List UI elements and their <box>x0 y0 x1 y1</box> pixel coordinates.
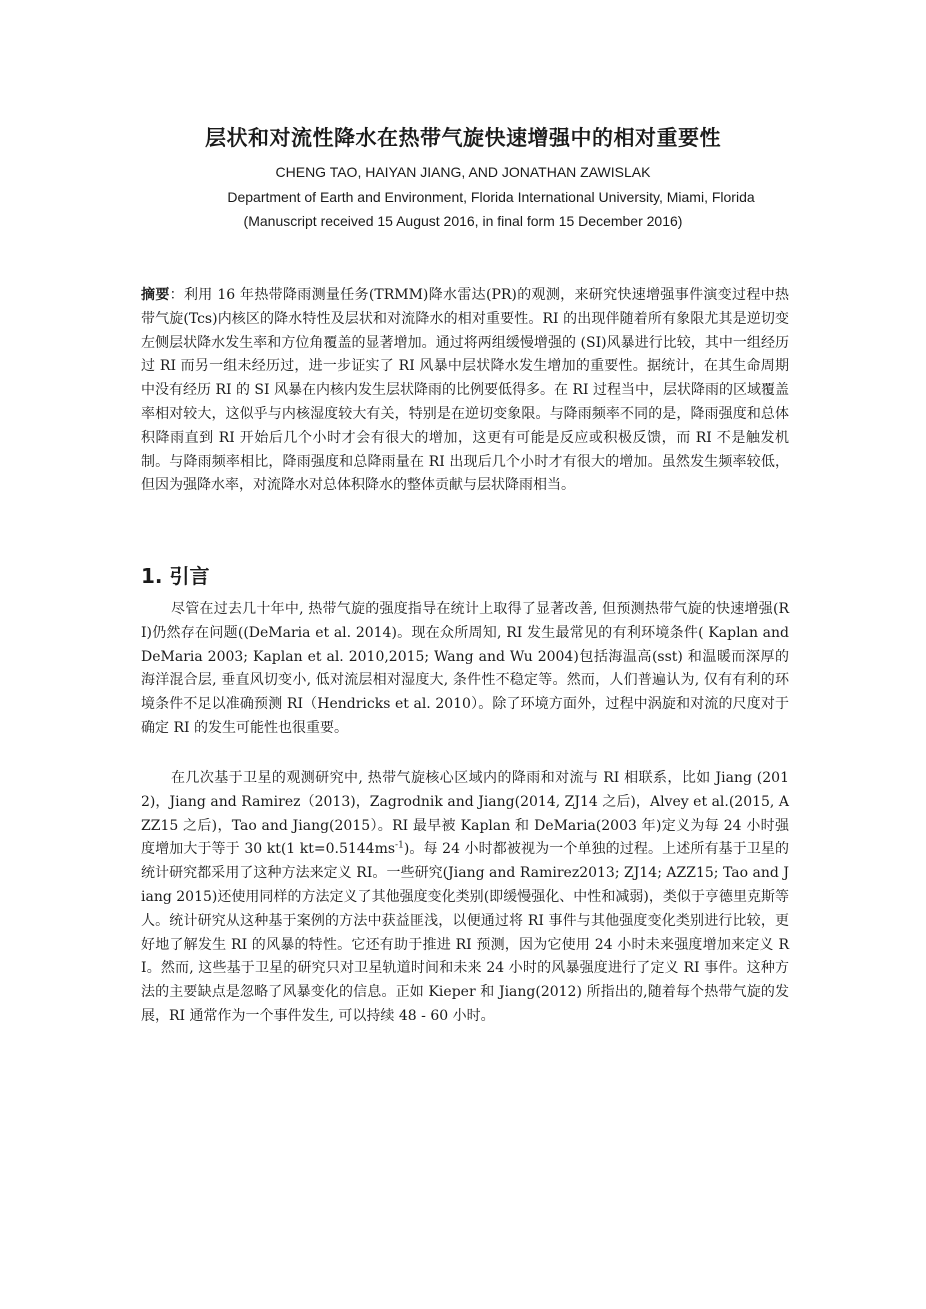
abstract-colon: ： <box>169 287 184 303</box>
paper-title: 层状和对流性降水在热带气旋快速增强中的相对重要性 <box>205 126 721 150</box>
intro-paragraph-2 <box>141 767 789 1029</box>
author-list: CHENG TAO, HAIYAN JIANG, AND JONATHAN ZAWISLAK <box>275 164 651 180</box>
section-heading-introduction: 1. 引言 <box>141 564 210 588</box>
abstract <box>141 284 789 498</box>
intro-paragraph-1: 尽管在过去几十年中, 热带气旋的强度指导在统计上取得了显著改善, 但预测热带气旋的快速增强(RI)仍然存在问题((DeMaria et al. 2014)。现在众所周知, RI 发生最常见的有利环境条件( Kaplan and DeMaria 2003; Kaplan et al. 2010,2015; Wang and Wu 2004)包括海温高(sst) 和温暖而深厚的海洋混合层, 垂直风切变小, 低对流层相对湿度大, 条件性不稳定等。然而，人们普遍认为, 仅有有利的环境条件不足以准确预测 RI（Hendricks et al. 2010）。除了环境方面外，过程中涡旋和对流的尺度对于确定 RI 的发生可能性也很重要。 <box>141 601 789 736</box>
unit-exponent: -1 <box>395 840 404 851</box>
manuscript-dates: (Manuscript received 15 August 2016, in final form 15 December 2016) <box>243 213 683 229</box>
intro-paragraph-2-part-2: )。每 24 小时都被视为一个单独的过程。上述所有基于卫星的统计研究都采用了这种方法来定义 RI。一些研究(Jiang and Ramirez2013; ZJ14; AZZ15; Tao and Jiang 2015)还使用同样的方法定义了其他强度变化类别(即缓慢强化、中性和减弱)，类似于亨德里克斯等人。统计研究从这种基于案例的方法中获益匪浅，以便通过将 RI 事件与其他强度变化类别进行比较，更好地了解发生 RI 的风暴的特性。它还有助于推进 RI 预测，因为它使用 24 小时未来强度增加来定义 RI。然而, 这些基于卫星的研究只对卫星轨道时间和未来 24 小时的风暴强度进行了定义 RI 事件。这种方法的主要缺点是忽略了风暴变化的信息。正如 Kieper 和 Jiang(2012) 所指出的,随着每个热带气旋的发展，RI 通常作为一个事件发生, 可以持续 48 - 60 小时。 <box>141 841 789 1024</box>
intro-paragraph-2-part-1: 在几次基于卫星的观测研究中, 热带气旋核心区域内的降雨和对流与 RI 相联系，比如 Jiang (2012)，Jiang and Ramirez（2013)，Zagrodnik and Jiang(2014, ZJ14 之后)，Alvey et al.(2015, AZZ15 之后)，Tao and Jiang(2015）。RI 最早被 Kaplan 和 DeMaria(2003 年)定义为每 24 小时强度增加大于等于 30 kt(1 kt=0.5144ms <box>141 770 789 858</box>
affiliation: Department of Earth and Environment, Florida International University, Miami, Florida <box>227 189 755 205</box>
abstract-text: 利用 16 年热带降雨测量任务(TRMM)降水雷达(PR)的观测，来研究快速增强事件演变过程中热带气旋(Tcs)内核区的降水特性及层状和对流降水的相对重要性。RI 的出现伴随着所有象限尤其是逆切变左侧层状降水发生率和方位角覆盖的显著增加。通过将两组缓慢增强的 (SI)风暴进行比较，其中一组经历过 RI 而另一组未经历过，进一步证实了 RI 风暴中层状降水发生增加的重要性。据统计，在其生命周期中没有经历 RI 的 SI 风暴在内核内发生层状降雨的比例要低得多。在 RI 过程当中，层状降雨的区域覆盖率相对较大，这似乎与内核湿度较大有关，特别是在逆切变象限。与降雨频率不同的是，降雨强度和总体积降雨直到 RI 开始后几个小时才会有很大的增加，这更有可能是反应或积极反馈，而 RI 不是触发机制。与降雨频率相比，降雨强度和总降雨量在 RI 出现后几个小时才有很大的增加。虽然发生频率较低，但因为强降水率，对流降水对总体积降水的整体贡献与层状降雨相当。 <box>141 287 790 494</box>
abstract-label: 摘要 <box>141 287 170 303</box>
